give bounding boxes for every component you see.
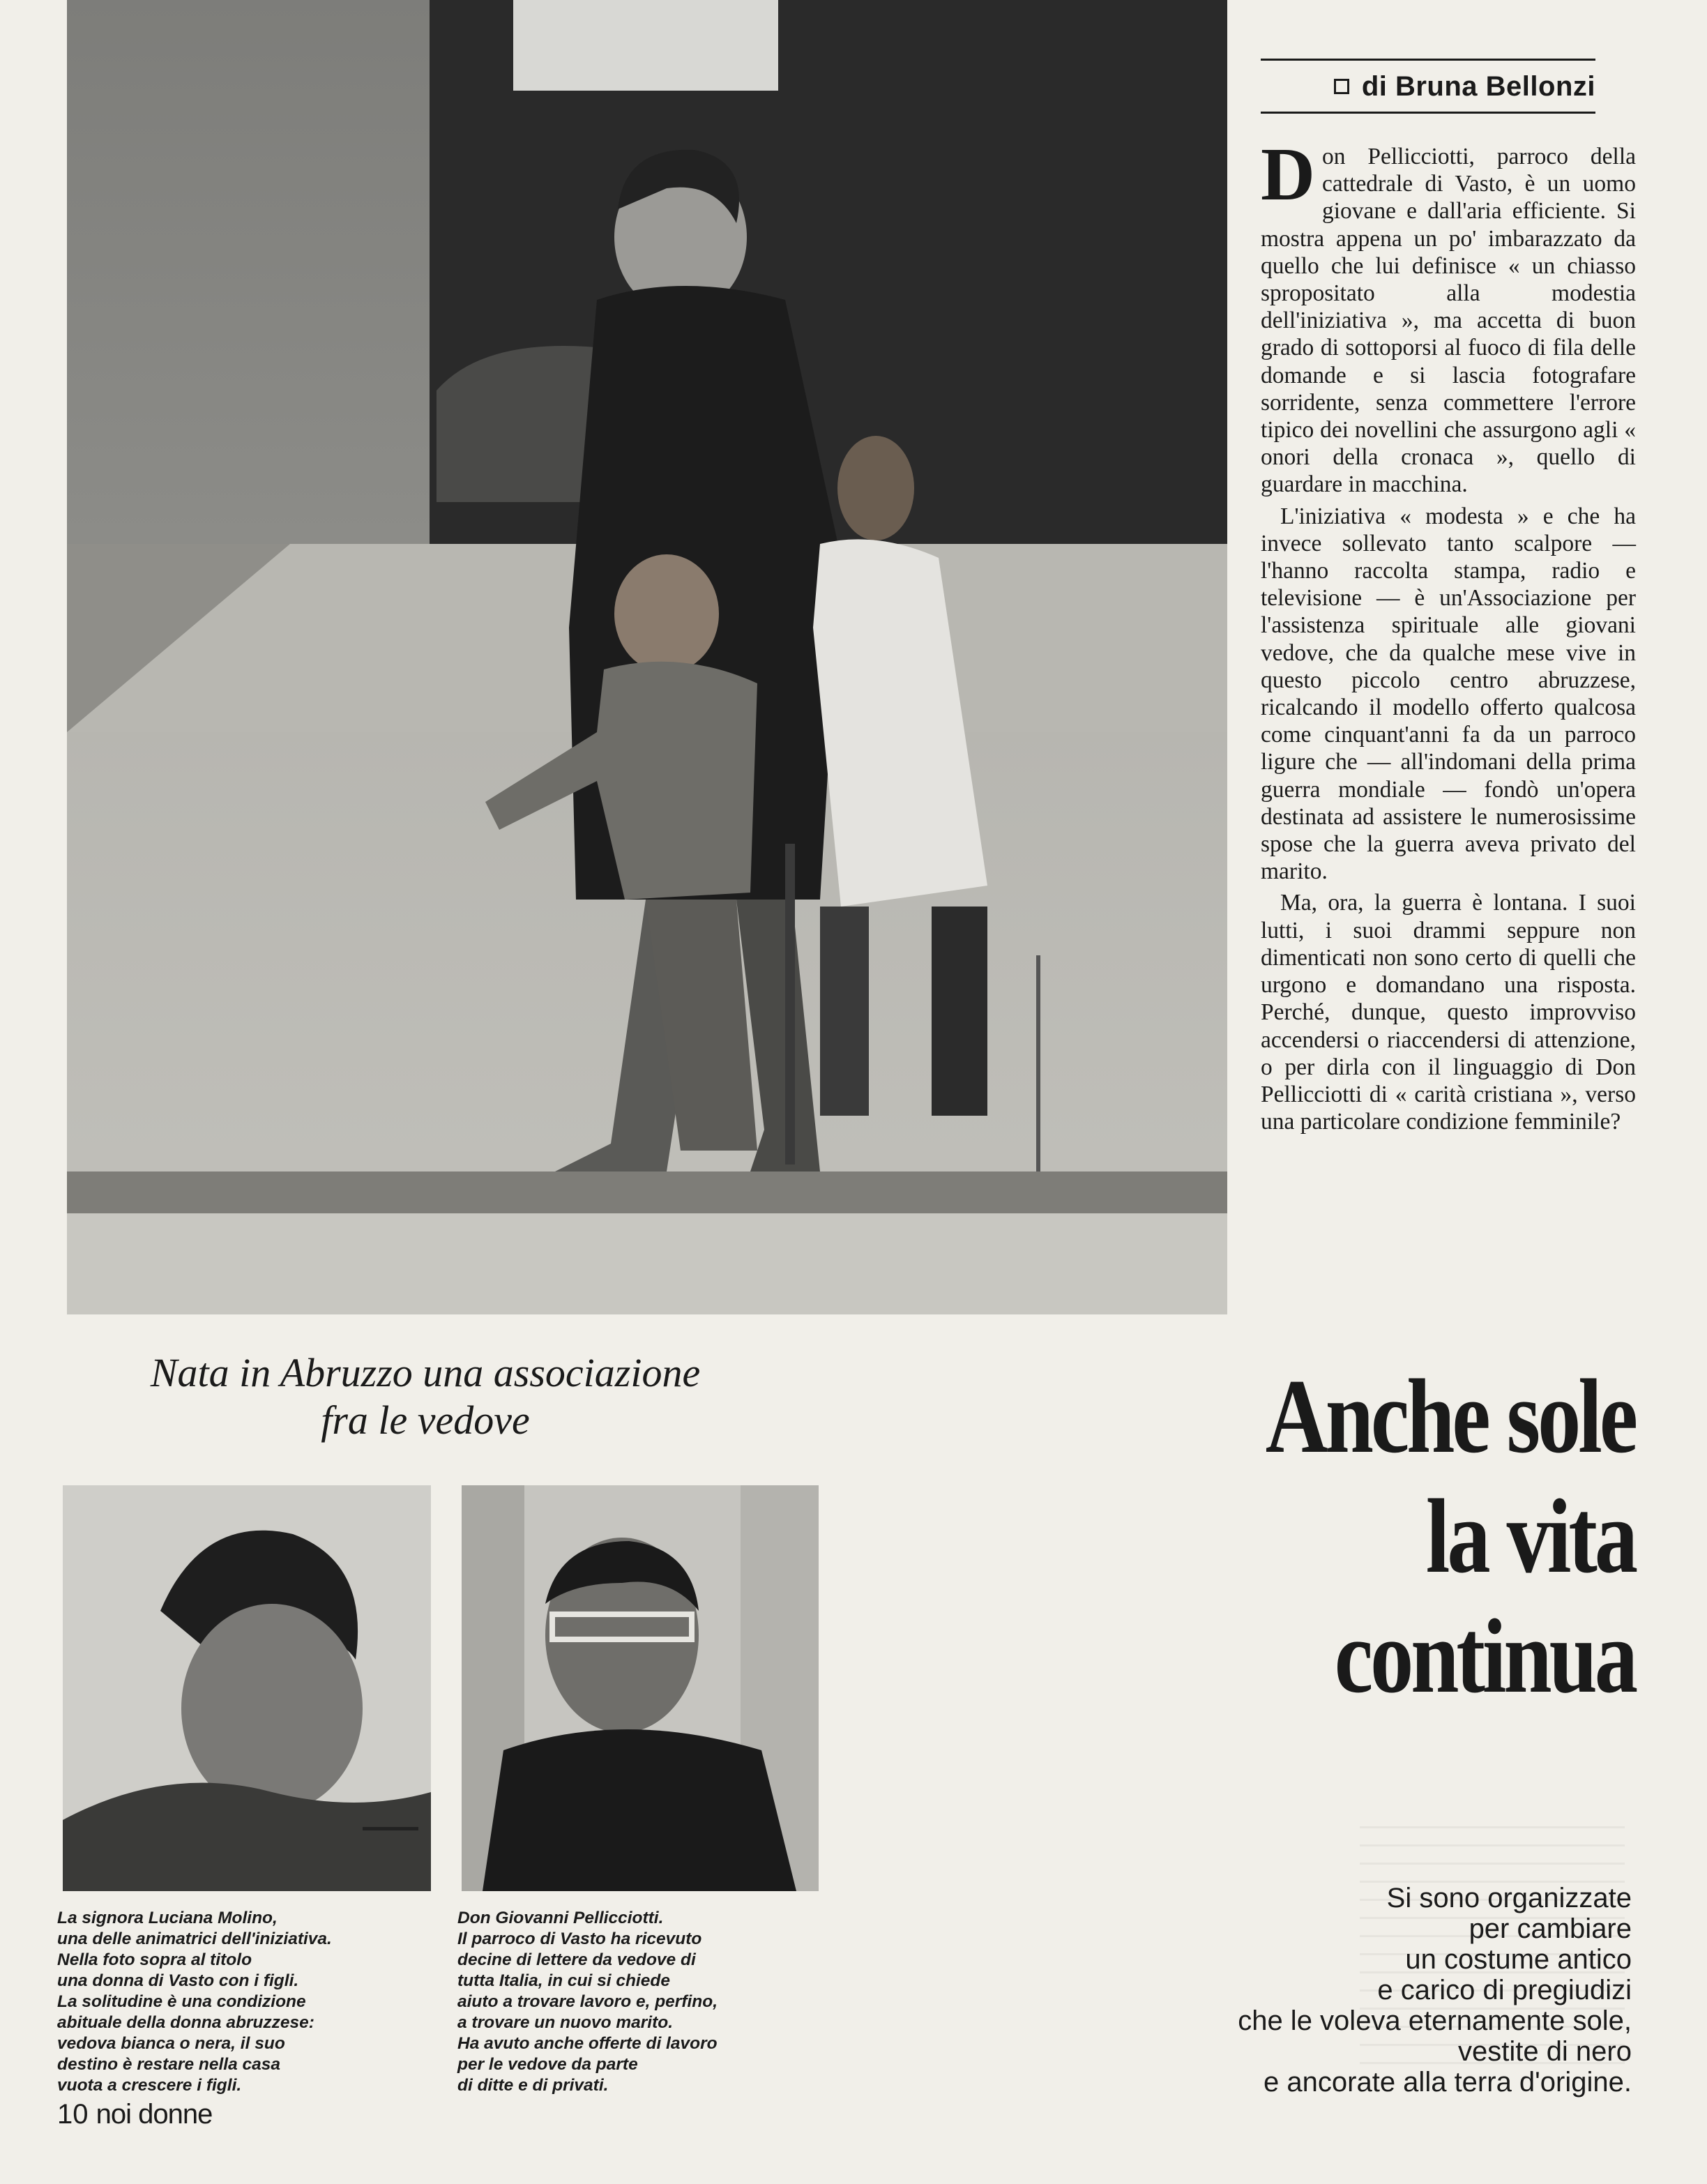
folio: [57, 2099, 212, 2130]
main-photo: [67, 0, 1227, 1314]
deck: Si sono organizzate per cambiare un costume antico e carico di pregiudizi che le voleva eternamente sole, vestite di nero e ancorate alla terra d'origine.: [1238, 1883, 1632, 2098]
portrait-molino-illustration: [63, 1485, 431, 1891]
portrait-photo-pellicciotti: [462, 1485, 819, 1891]
article-paragraph-2: L'iniziativa « modesta » e che ha invece sollevato tanto scalpore — l'hanno raccolta stampa, radio e televisione — è un'Associazione per l'assistenza spirituale alle giovani vedove, che da qualche mese vive in questo piccolo centro abruzzese, ricalcando il modello offerto qualcosa come cinquant'anni fa da un parroco ligure che — all'indomani della prima guerra mondiale — fondò un'opera destinata ad assistere le numerosissime spose che la guerra aveva privato del marito.: [1261, 503, 1636, 885]
kicker-line-1: Nata in Abruzzo una associazione: [150, 1350, 701, 1395]
main-photo-illustration: [67, 0, 1227, 1314]
caption-molino: La signora Luciana Molino, una delle animatrici dell'iniziativa. Nella foto sopra al titolo una donna di Vasto con i figli. La solitudine è una condizione abituale della donna abruzzese: vedova bianca o nera, il suo destino è restare nella casa vuota a crescere i figli.: [57, 1909, 332, 2095]
caption-pellicciotti: Don Giovanni Pellicciotti. Il parroco di Vasto ha ricevuto decine di lettere da vedove di tutta Italia, in cui si chiede aiuto a trovare lavoro e, perfino, a trovare un nuovo marito. Ha avuto anche offerte di lavoro per le vedove da parte di ditte e di privati.: [457, 1909, 718, 2095]
byline-rule-bottom: [1261, 112, 1595, 114]
square-outline-icon: [1334, 79, 1349, 94]
byline-rule-top: [1261, 59, 1595, 61]
portrait-photo-molino: [63, 1485, 431, 1891]
headline-line-1: Anche sole: [1265, 1358, 1635, 1475]
article-paragraph-1: Don Pellicciotti, parroco della cattedrale di Vasto, è un uomo giovane e dall'aria efficiente. Si mostra appena un po' imbarazzato da quello che lui definisce « un chiasso spropositato alla modestia dell'iniziativa », ma accetta di buon grado di sottoporsi al fuoco di fila delle domande e si lascia fotografare sorridente, senza commettere l'errore tipico dei novellini che assurgono agli « onori della cronaca », quello di guardare in macchina.: [1261, 133, 1636, 498]
kicker-line-2: fra le vedove: [321, 1397, 530, 1443]
drop-cap: D: [1261, 133, 1315, 216]
portrait-pellicciotti-illustration: [462, 1485, 819, 1891]
headline: [1038, 1356, 1635, 1716]
article-body: [1261, 133, 1636, 1139]
page-number: 10: [57, 2099, 89, 2130]
article-paragraph-3: Ma, ora, la guerra è lontana. I suoi lutti, i suoi drammi seppure non dimenticati non sono certo di quelli che urgono e domandano una risposta. Perché, dunque, questo improvviso accendersi o riaccendersi di attenzione, o per dirla con il linguaggio di Don Pellicciotti di « carità cristiana », verso una particolare condizione femminile?: [1261, 890, 1636, 1135]
kicker: [42, 1349, 809, 1444]
headline-line-3: continua: [1334, 1598, 1635, 1715]
headline-line-2: la vita: [1425, 1478, 1635, 1595]
byline-text: di Bruna Bellonzi: [1361, 70, 1595, 102]
magazine-name: noi donne: [96, 2099, 213, 2130]
byline: [1261, 67, 1595, 106]
